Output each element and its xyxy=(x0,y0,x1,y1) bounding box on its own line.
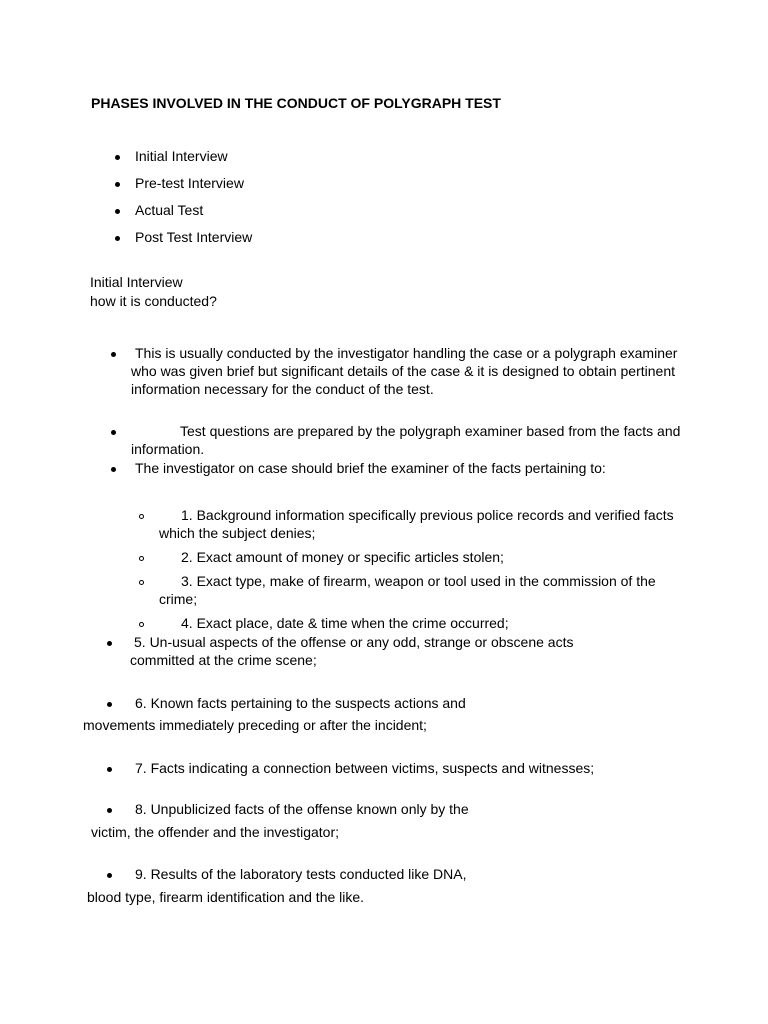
numbered-item-line: committed at the crime scene; xyxy=(130,652,317,668)
page-title: PHASES INVOLVED IN THE CONDUCT OF POLYGRAPH TEST xyxy=(91,95,501,111)
bullet-icon xyxy=(107,641,112,646)
bullet-icon xyxy=(107,702,112,707)
numbered-item-line: blood type, firearm identification and the like. xyxy=(87,889,365,905)
phase-item: Initial Interview xyxy=(135,148,228,164)
bullet-paragraph: This is usually conducted by the investigator handling the case or a polygraph examiner who was given brief but significant details of the case & it is designed to obtain pertinent information necessary for the conduct of the test. xyxy=(131,345,678,397)
bullet-icon xyxy=(115,182,120,187)
sub-bullet-icon xyxy=(139,580,144,585)
sub-item: 3. Exact type, make of firearm, weapon or tool used in the commission of the crime; xyxy=(159,573,656,607)
phase-item: Post Test Interview xyxy=(135,229,253,245)
numbered-item-line: victim, the offender and the investigator; xyxy=(91,824,339,840)
bullet-icon xyxy=(111,467,116,472)
sub-item: 1. Background information specifically previous police records and verified facts which the subject denies; xyxy=(159,507,674,541)
bullet-icon xyxy=(107,767,112,772)
bullet-paragraph: Test questions are prepared by the polygraph examiner based from the facts and information. xyxy=(131,423,681,457)
bullet-icon xyxy=(107,808,112,813)
sub-item: 2. Exact amount of money or specific articles stolen; xyxy=(181,549,504,565)
phase-item: Actual Test xyxy=(135,202,204,218)
bullet-icon xyxy=(111,430,116,435)
phase-item: Pre-test Interview xyxy=(135,175,244,191)
bullet-icon xyxy=(115,209,120,214)
numbered-item-line: 6. Known facts pertaining to the suspects actions and xyxy=(135,695,466,711)
bullet-icon xyxy=(115,236,120,241)
sub-item: 4. Exact place, date & time when the crime occurred; xyxy=(181,615,509,631)
numbered-item-line: 7. Facts indicating a connection between victims, suspects and witnesses; xyxy=(135,760,595,776)
numbered-item-line: movements immediately preceding or after the incident; xyxy=(83,717,427,733)
numbered-item-line: 9. Results of the laboratory tests conducted like DNA, xyxy=(135,866,467,882)
sub-bullet-icon xyxy=(139,514,144,519)
numbered-item-line: 5. Un-usual aspects of the offense or any odd, strange or obscene acts xyxy=(134,634,574,650)
sub-bullet-icon xyxy=(139,556,144,561)
numbered-item-line: 8. Unpublicized facts of the offense known only by the xyxy=(135,801,469,817)
section-heading: Initial Interview xyxy=(90,274,183,290)
bullet-icon xyxy=(107,873,112,878)
sub-bullet-icon xyxy=(139,622,144,627)
section-question: how it is conducted? xyxy=(90,293,217,309)
bullet-icon xyxy=(111,352,116,357)
bullet-icon xyxy=(115,155,120,160)
bullet-paragraph: The investigator on case should brief the examiner of the facts pertaining to: xyxy=(135,460,606,476)
